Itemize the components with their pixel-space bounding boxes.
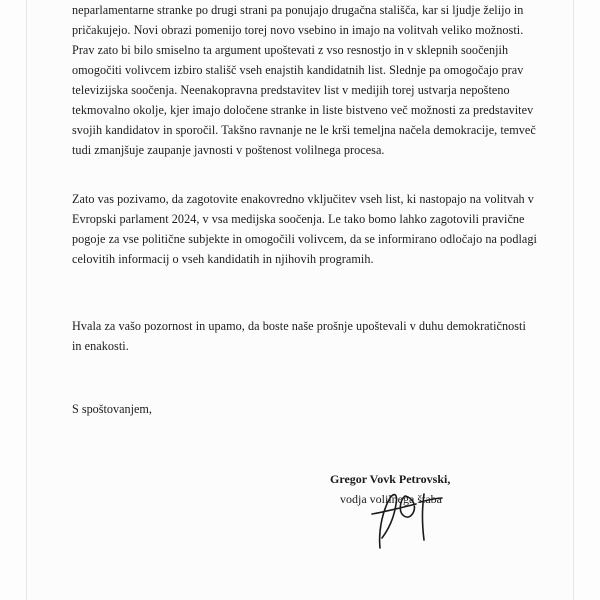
signatory-title: vodja volilnega štaba <box>340 492 442 506</box>
paragraph-thanks <box>72 316 532 356</box>
paragraph-line: Hvala za vašo pozornost in upamo, da boste naše prošnje upoštevali v duhu demokratičnosti <box>72 319 526 333</box>
closing-greeting: S spoštovanjem, <box>72 402 152 416</box>
paragraph-line: in enakosti. <box>72 339 129 353</box>
paragraph-request <box>72 189 537 269</box>
paragraph-line: tekmovalno okolje, kjer imajo določene stranke in liste bistveno več možnosti za predstavitev <box>72 103 534 117</box>
handwritten-signature <box>350 478 450 558</box>
paragraph-line: Zato vas pozivamo, da zagotovite enakovredno vključitev vseh list, ki nastopajo na volitvah v <box>72 192 534 206</box>
paragraph-line: pogoje za vse politične subjekte in omogočili volivcem, da se informirano odločajo na podlagi <box>72 232 537 246</box>
paragraph-media-inequality <box>72 0 536 160</box>
paragraph-line: neparlamentarne stranke po drugi strani pa ponujajo drugačna stališča, kar si ljudje želijo in <box>72 3 524 17</box>
paragraph-line: svojih kandidatov in sporočil. Takšno ravnanje ne le krši temeljna načela demokracije, temveč <box>72 123 536 137</box>
paragraph-line: tudi zmanjšuje zaupanje javnosti v poštenost volilnega procesa. <box>72 143 385 157</box>
signatory-name: Gregor Vovk Petrovski, <box>330 472 451 486</box>
paragraph-line: celovitih informacij o vseh kandidatih in njihovih programih. <box>72 252 374 266</box>
paragraph-line: omogočiti volivcem izbiro stališč vseh enajstih kandidatnih list. Slednje pa omogočajo prav <box>72 63 524 77</box>
paragraph-line: Prav zato bi bilo smiselno ta argument upoštevati z vso resnostjo in v sklepnih soočenjih <box>72 43 509 57</box>
paragraph-line: televizijska soočenja. Neenakopravna predstavitev list v medijih torej ustvarja nepošteno <box>72 83 510 97</box>
paragraph-line: pričakujejo. Novi obrazi pomenijo torej novo vsebino in imajo na volitvah veliko možnosti. <box>72 23 524 37</box>
paragraph-line: Evropski parlament 2024, v vsa medijska soočenja. Le tako bomo lahko zagotovili pravične <box>72 212 525 226</box>
